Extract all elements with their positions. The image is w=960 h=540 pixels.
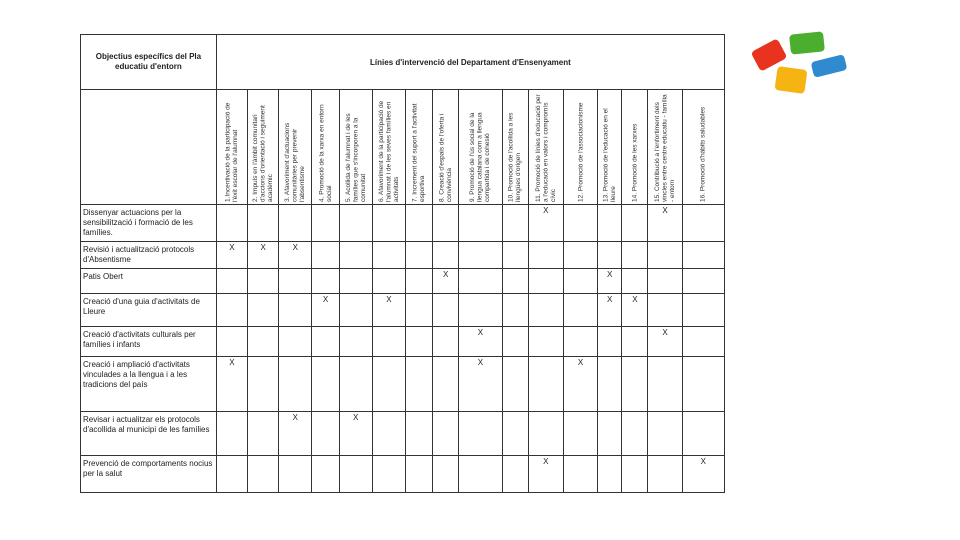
- mark-cell: [682, 242, 724, 269]
- mark-cell: [279, 456, 312, 493]
- mark-cell: X: [216, 357, 247, 412]
- mark-cell: X: [339, 412, 372, 456]
- mark-cell: [248, 412, 279, 456]
- mark-cell: [433, 412, 459, 456]
- mark-cell: [648, 357, 682, 412]
- mark-cell: X: [648, 327, 682, 357]
- column-header-label: 14. Promoció de les xarxes: [631, 123, 639, 202]
- mark-cell: [598, 205, 622, 242]
- objective-label: Creació d'una guia d'activitats de Lleure: [81, 294, 217, 327]
- mark-cell: [528, 269, 563, 294]
- mark-cell: [433, 357, 459, 412]
- mark-cell: [563, 205, 597, 242]
- header-empty-cell: [81, 90, 217, 205]
- mark-cell: X: [459, 357, 502, 412]
- column-header-16: [682, 90, 724, 205]
- mark-cell: [372, 205, 405, 242]
- objective-label: Patis Obert: [81, 269, 217, 294]
- education-logo: [752, 30, 850, 100]
- mark-cell: [339, 205, 372, 242]
- column-header-label: 9. Promoció de l'ús social de la llengua catalana com a llengua compartida i de cohesió: [469, 112, 492, 202]
- column-header-label: 12. Promoció de l'associacionisme: [576, 102, 584, 202]
- mark-cell: [248, 456, 279, 493]
- objective-label: Creació d'activitats culturals per famílies i infants: [81, 327, 217, 357]
- objective-label: Dissenyar actuacions per la sensibilització i formació de les famílies.: [81, 205, 217, 242]
- mark-cell: [648, 412, 682, 456]
- column-header-9: [459, 90, 502, 205]
- mark-cell: [405, 357, 432, 412]
- mark-cell: [312, 357, 339, 412]
- mark-cell: [598, 242, 622, 269]
- table-row: [81, 412, 725, 456]
- column-header-2: [248, 90, 279, 205]
- mark-cell: [433, 294, 459, 327]
- mark-cell: [648, 456, 682, 493]
- mark-cell: [216, 269, 247, 294]
- column-header-8: [433, 90, 459, 205]
- objective-label: Creació i ampliació d'activitats vinculades a la llengua i a les tradicions del país: [81, 357, 217, 412]
- mark-cell: [433, 242, 459, 269]
- mark-cell: [563, 412, 597, 456]
- mark-cell: [563, 294, 597, 327]
- mark-cell: [312, 269, 339, 294]
- mark-cell: [502, 269, 528, 294]
- mark-cell: [279, 294, 312, 327]
- mark-cell: [682, 269, 724, 294]
- mark-cell: [563, 456, 597, 493]
- mark-cell: [433, 327, 459, 357]
- mark-cell: [372, 456, 405, 493]
- mark-cell: [216, 412, 247, 456]
- mark-cell: [248, 269, 279, 294]
- mark-cell: [216, 327, 247, 357]
- mark-cell: X: [216, 242, 247, 269]
- mark-cell: [405, 242, 432, 269]
- mark-cell: [339, 456, 372, 493]
- objective-label: Revisar i actualitzar els protocols d'acollida al municipi de les famílies: [81, 412, 217, 456]
- mark-cell: [502, 242, 528, 269]
- column-header-12: [563, 90, 597, 205]
- mark-cell: X: [248, 242, 279, 269]
- mark-cell: X: [433, 269, 459, 294]
- column-header-label: 3. Afavoriment d'actuacions comunitàries per prevenir l'absentisme: [284, 122, 307, 202]
- table-row: [81, 456, 725, 493]
- mark-cell: [312, 327, 339, 357]
- column-header-label: 7. Increment del suport a l'activitat esportiva: [411, 103, 427, 202]
- mark-cell: [216, 294, 247, 327]
- mark-cell: [405, 269, 432, 294]
- mark-cell: [339, 357, 372, 412]
- mark-cell: X: [563, 357, 597, 412]
- column-header-15: [648, 90, 682, 205]
- logo-yellow-square: [774, 66, 807, 94]
- mark-cell: X: [312, 294, 339, 327]
- mark-cell: [682, 357, 724, 412]
- mark-cell: [502, 456, 528, 493]
- column-header-label: 2. Impuls en l'àmbit comunitari d'accions d'orientació i seguiment acadèmic: [251, 105, 274, 202]
- mark-cell: X: [372, 294, 405, 327]
- mark-cell: [563, 327, 597, 357]
- interventions-table: [80, 34, 725, 493]
- mark-cell: [339, 242, 372, 269]
- mark-cell: [622, 456, 648, 493]
- mark-cell: [279, 327, 312, 357]
- mark-cell: [312, 412, 339, 456]
- column-header-label: 1.Incentivació de la participació de l'èxit escolar de l'alumnat: [224, 102, 239, 202]
- mark-cell: [528, 412, 563, 456]
- mark-cell: X: [528, 205, 563, 242]
- mark-cell: [598, 412, 622, 456]
- objective-label: Revisió i actualització protocols d'Absentisme: [81, 242, 217, 269]
- mark-cell: [682, 412, 724, 456]
- mark-cell: [598, 456, 622, 493]
- column-header-14: [622, 90, 648, 205]
- mark-cell: [433, 205, 459, 242]
- mark-cell: [372, 357, 405, 412]
- mark-cell: [622, 269, 648, 294]
- mark-cell: [248, 357, 279, 412]
- mark-cell: [648, 269, 682, 294]
- mark-cell: [312, 205, 339, 242]
- column-header-10: [502, 90, 528, 205]
- mark-cell: [622, 357, 648, 412]
- column-header-label: 4. Promoció de la xarxa en entorn social: [318, 104, 333, 202]
- table-row: [81, 294, 725, 327]
- mark-cell: [648, 242, 682, 269]
- mark-cell: [405, 412, 432, 456]
- mark-cell: [405, 456, 432, 493]
- mark-cell: [563, 269, 597, 294]
- mark-cell: [312, 456, 339, 493]
- column-header-label: 5. Acollida de l'alumnat i de les famílies que s'incorporen a la comunitat: [344, 113, 367, 202]
- column-header-7: [405, 90, 432, 205]
- column-header-label: 16. Promoció d'hàbits saludables: [699, 106, 707, 202]
- column-header-3: [279, 90, 312, 205]
- table-row: [81, 205, 725, 242]
- mark-cell: [502, 357, 528, 412]
- mark-cell: [622, 412, 648, 456]
- mark-cell: [502, 327, 528, 357]
- mark-cell: X: [682, 456, 724, 493]
- mark-cell: [279, 357, 312, 412]
- column-header-6: [372, 90, 405, 205]
- column-header-5: [339, 90, 372, 205]
- mark-cell: [405, 205, 432, 242]
- mark-cell: [248, 294, 279, 327]
- mark-cell: [459, 242, 502, 269]
- mark-cell: [339, 294, 372, 327]
- mark-cell: [339, 269, 372, 294]
- mark-cell: X: [598, 294, 622, 327]
- column-header-label: 10. Promoció de l'acollida a les llengües d'origen: [507, 112, 523, 202]
- column-header-label: 8. Creació d'espais de l'oferta i convivència: [438, 113, 453, 202]
- logo-blue-square: [811, 54, 848, 78]
- mark-cell: [598, 357, 622, 412]
- table-row: [81, 357, 725, 412]
- mark-cell: [279, 269, 312, 294]
- column-header-1: [216, 90, 247, 205]
- mark-cell: [459, 205, 502, 242]
- mark-cell: X: [598, 269, 622, 294]
- mark-cell: [502, 412, 528, 456]
- mark-cell: [502, 205, 528, 242]
- column-header-label: 6. Afavoriment de la participació de l'alumnat i de les seves famílies en activitats: [377, 100, 400, 202]
- mark-cell: [459, 456, 502, 493]
- mark-cell: [433, 456, 459, 493]
- mark-cell: [339, 327, 372, 357]
- mark-cell: [405, 327, 432, 357]
- mark-cell: [372, 327, 405, 357]
- mark-cell: X: [648, 205, 682, 242]
- mark-cell: [563, 242, 597, 269]
- mark-cell: [622, 205, 648, 242]
- table-row: [81, 242, 725, 269]
- mark-cell: [372, 269, 405, 294]
- mark-cell: [459, 294, 502, 327]
- mark-cell: [528, 327, 563, 357]
- mark-cell: X: [279, 412, 312, 456]
- mark-cell: [682, 294, 724, 327]
- mark-cell: [682, 327, 724, 357]
- mark-cell: [405, 294, 432, 327]
- mark-cell: X: [622, 294, 648, 327]
- mark-cell: [372, 242, 405, 269]
- mark-cell: [622, 242, 648, 269]
- mark-cell: [248, 327, 279, 357]
- mark-cell: [528, 294, 563, 327]
- mark-cell: [598, 327, 622, 357]
- mark-cell: X: [528, 456, 563, 493]
- objective-label: Prevenció de comportaments nocius per la salut: [81, 456, 217, 493]
- column-header-11: [528, 90, 563, 205]
- column-header-4: [312, 90, 339, 205]
- column-header-label: 11. Promoció de línies d'educació per a l'educació en valors i compromís cívic: [534, 94, 557, 202]
- mark-cell: [528, 242, 563, 269]
- column-header-13: [598, 90, 622, 205]
- column-header-label: 15. Contribució a l'enfortiment dels vincles entre centre educatiu - família - entorn: [653, 94, 676, 202]
- objectives-header: Objectius específics del Pla educatiu d'entorn: [81, 35, 217, 90]
- mark-cell: X: [279, 242, 312, 269]
- mark-cell: [248, 205, 279, 242]
- mark-cell: [648, 294, 682, 327]
- mark-cell: [682, 205, 724, 242]
- table-row: [81, 327, 725, 357]
- mark-cell: [459, 412, 502, 456]
- intervention-lines-header: Línies d'intervenció del Departament d'Ensenyament: [216, 35, 724, 90]
- mark-cell: [502, 294, 528, 327]
- mark-cell: X: [459, 327, 502, 357]
- mark-cell: [459, 269, 502, 294]
- column-header-label: 13. Promoció de l'educació en el lleure: [602, 108, 617, 202]
- mark-cell: [216, 205, 247, 242]
- mark-cell: [216, 456, 247, 493]
- mark-cell: [622, 327, 648, 357]
- mark-cell: [312, 242, 339, 269]
- mark-cell: [372, 412, 405, 456]
- table-row: [81, 269, 725, 294]
- logo-green-square: [789, 31, 825, 54]
- mark-cell: [528, 357, 563, 412]
- mark-cell: [279, 205, 312, 242]
